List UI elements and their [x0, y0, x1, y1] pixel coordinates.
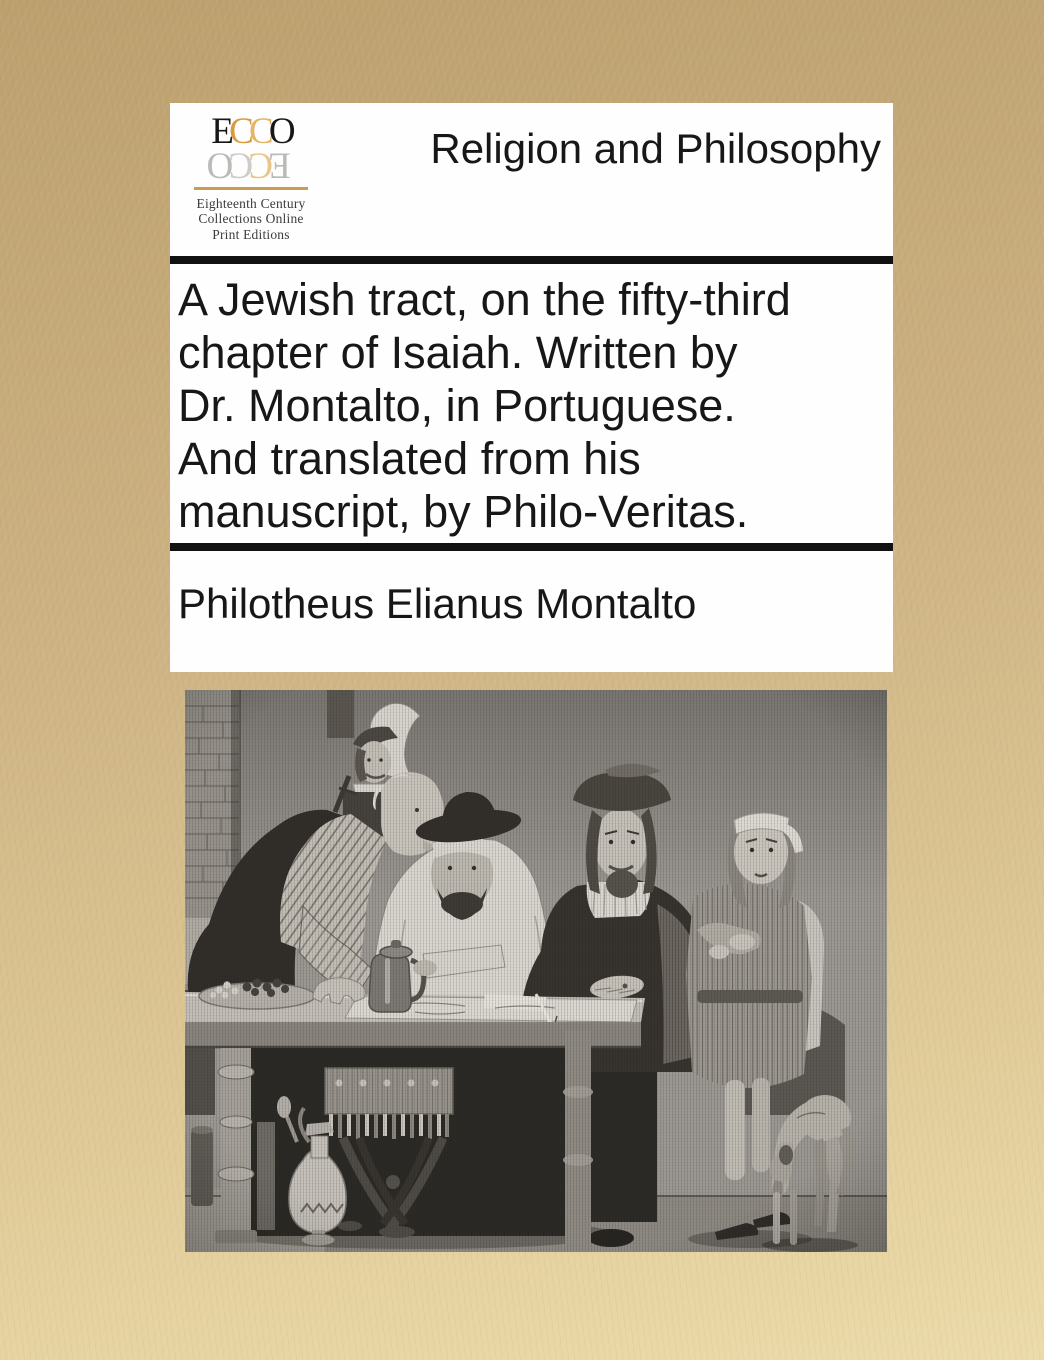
book-title	[178, 273, 791, 538]
title-line: A Jewish tract, on the fifty-third	[178, 274, 791, 325]
ecco-letter-e: E	[211, 111, 230, 152]
ecco-letter-o: O	[268, 111, 291, 152]
author-name: Philotheus Elianus Montalto	[178, 580, 697, 627]
title-line: And translated from his	[178, 433, 641, 484]
ecco-letter-c2: C	[248, 111, 269, 152]
category-title: Religion and Philosophy	[430, 125, 881, 172]
tagline-line: Print Editions	[212, 226, 290, 242]
title-line: chapter of Isaiah. Written by	[178, 327, 738, 378]
logo-tagline	[190, 196, 312, 243]
ecco-wordmark-reflection: ECCO	[211, 144, 291, 186]
engraving-texture	[185, 690, 887, 1252]
divider-bottom	[170, 543, 893, 551]
logo-gold-rule	[194, 187, 308, 190]
tagline-line: Eighteenth Century	[196, 195, 306, 211]
cover-header-panel	[170, 103, 893, 672]
ecco-letter-c1: C	[229, 111, 249, 152]
title-line: manuscript, by Philo-Veritas.	[178, 486, 749, 537]
divider-top	[170, 256, 893, 264]
ecco-wordmark	[190, 111, 312, 152]
title-line: Dr. Montalto, in Portuguese.	[178, 380, 736, 431]
cover-engraving	[185, 690, 887, 1252]
tagline-line: Collections Online	[198, 211, 304, 227]
ecco-logo	[190, 111, 312, 242]
engraving-svg	[185, 690, 887, 1252]
